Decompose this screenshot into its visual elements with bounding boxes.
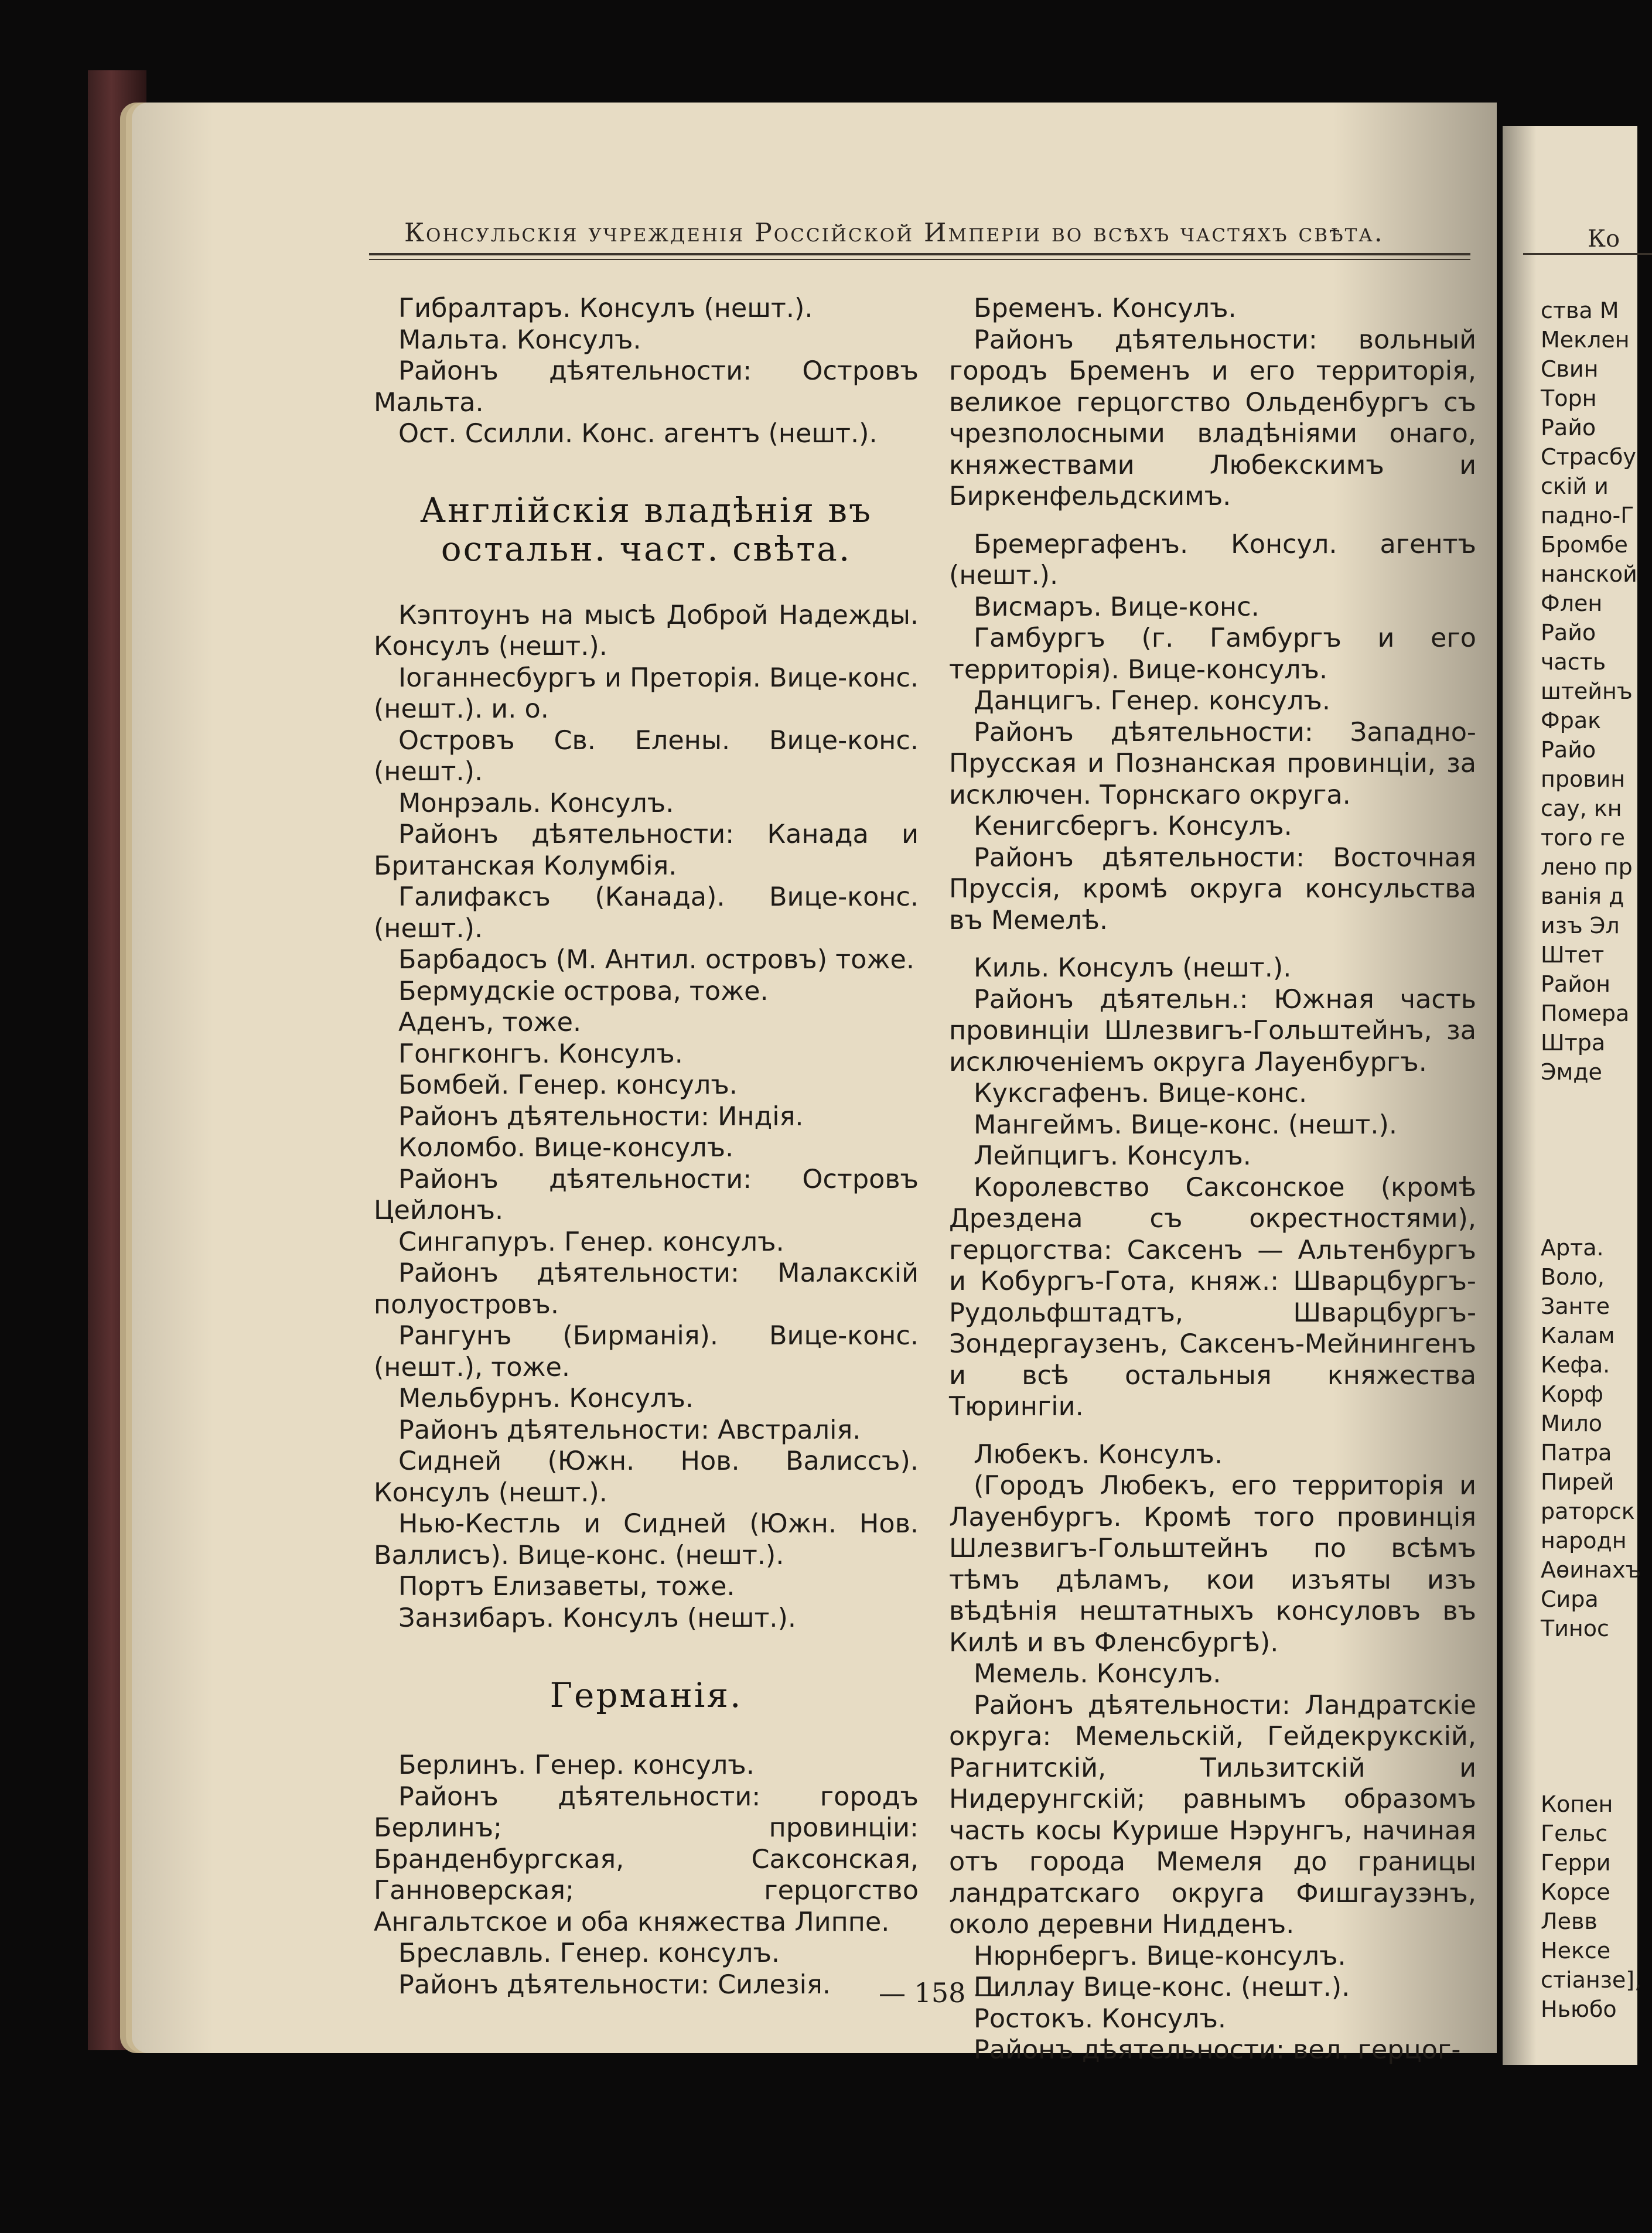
next-page-line: того ге: [1541, 825, 1626, 851]
entry-line: (Городъ Любекъ, его территорія и Лауенбургъ. Кромѣ того провинція Шлезвигъ-Гольштейнъ по всѣмъ тѣмъ дѣламъ, кои изъяты изъ вѣдѣнія нештатныхъ консуловъ въ Килѣ и въ Фленсбургѣ).: [949, 1471, 1476, 1658]
entry-line: Берлинъ. Генер. консулъ.: [398, 1750, 755, 1780]
next-page-line: часть: [1541, 649, 1606, 675]
next-page-line: скій и: [1541, 473, 1609, 499]
next-page-line: лено пр: [1541, 854, 1633, 880]
entry-line: Іоганнесбургъ и Преторія. Вице-конс. (нешт.). и. о.: [374, 663, 919, 724]
next-page-line: Штет: [1541, 942, 1605, 968]
entry-line: Портъ Елизаветы, тоже.: [398, 1572, 735, 1602]
next-page-line: Район: [1541, 971, 1610, 997]
entry-line: Гибралтаръ. Консулъ (нешт.).: [398, 293, 813, 323]
next-page-line: Копен: [1541, 1791, 1613, 1817]
entry-line: Районъ дѣятельности: вел. герцог-: [974, 2035, 1461, 2065]
next-page-line: Калам: [1541, 1323, 1615, 1348]
next-page-line: Герри: [1541, 1850, 1611, 1876]
entry-line: Куксгафенъ. Вице-конс.: [974, 1078, 1308, 1108]
entry-line: Сингапуръ. Генер. консулъ.: [398, 1227, 784, 1257]
entry-line: Районъ дѣятельности: Островъ Мальта.: [374, 356, 919, 418]
entry-line: Районъ дѣятельности: Силезія.: [398, 1969, 831, 2000]
next-page-line: Нексе: [1541, 1938, 1611, 1964]
next-page-line: Корф: [1541, 1381, 1603, 1407]
next-page-line: Райо: [1541, 737, 1596, 763]
entry-line: Лейпцигъ. Консулъ.: [974, 1141, 1251, 1171]
next-page-line: сау, кн: [1541, 795, 1622, 821]
entry-line: Районъ дѣятельности: городъ Берлинъ; провинціи: Бранденбургская, Саксонская, Ганноверская; герцогство Ангальтское и оба княжества Липпе.: [374, 1781, 919, 1937]
entry-line: Бреславль. Генер. консулъ.: [398, 1938, 780, 1968]
next-page-line: раторск: [1541, 1498, 1635, 1524]
header-rule-thin: [369, 259, 1470, 260]
next-page-line: падно-Г: [1541, 503, 1634, 528]
entry-line: Бремергафенъ. Консул. агентъ (нешт.).: [949, 529, 1476, 590]
left-column: [374, 293, 919, 2000]
header-rule: [369, 253, 1470, 255]
section-title-english-possessions: Англійскія владѣнія въ остальн. част. свѣта.: [420, 490, 872, 569]
next-page-line: Меклен: [1541, 327, 1630, 353]
next-page-line: Торн: [1541, 385, 1597, 411]
entry-line: Рангунъ (Бирманія). Вице-конс. (нешт.), тоже.: [374, 1321, 919, 1382]
entry-line: Бременъ. Консулъ.: [974, 293, 1237, 323]
next-page-line: Воло,: [1541, 1264, 1605, 1290]
section-title-germany: Германія.: [549, 1675, 743, 1715]
next-page-line: Гельс: [1541, 1821, 1608, 1846]
next-page-line: Мило: [1541, 1411, 1603, 1436]
next-page-line: народн: [1541, 1528, 1627, 1553]
entry-line: Нью-Кестль и Сидней (Южн. Нов. Валлисъ). Вице-конс. (нешт.).: [374, 1509, 919, 1570]
entry-line: Кенигсбергъ. Консулъ.: [974, 811, 1292, 841]
next-page-line: Аѳинахъ: [1541, 1557, 1641, 1583]
page-number: — 158 —: [879, 1977, 1002, 2009]
entry-line: Районъ дѣятельн.: Южная часть провинціи Шлезвигъ-Гольштейнъ, за исключеніемъ округа Лауенбургъ.: [949, 984, 1476, 1077]
next-page-line: Свин: [1541, 356, 1599, 382]
entry-line: Висмаръ. Вице-конс.: [974, 592, 1260, 622]
next-page-line: Страсбу: [1541, 444, 1636, 470]
entry-line: Ростокъ. Консулъ.: [974, 2003, 1227, 2034]
next-page-header: Ко: [1588, 226, 1620, 252]
entry-line: Мальта. Консулъ.: [398, 325, 641, 355]
entry-line: Киль. Консулъ (нешт.).: [974, 953, 1292, 983]
entry-line: Районъ дѣятельности: Индія.: [398, 1101, 804, 1132]
entry-line: Бомбей. Генер. консулъ.: [398, 1070, 738, 1100]
entry-line: Сидней (Южн. Нов. Валиссъ). Консулъ (нешт.).: [374, 1446, 919, 1508]
entry-line: Пиллау Вице-конс. (нешт.).: [974, 1972, 1350, 2002]
next-page-line: стіанзе],: [1541, 1967, 1642, 1993]
entry-line: Барбадосъ (М. Антил. островъ) тоже.: [398, 945, 914, 975]
next-page-line: штейнъ: [1541, 678, 1633, 704]
entry-line: Мемель. Консулъ.: [974, 1659, 1221, 1689]
entry-line: Королевство Саксонское (кромѣ Дрездена съ окрестностями), герцогства: Саксенъ — Альтенбургъ и Кобургъ-Гота, княж.: Шварцбургъ-Рудольфштадтъ, Шварцбургъ-Зондергаузенъ, Саксенъ-Мейнингенъ и всѣ остальныя княжества Тюрингіи.: [949, 1172, 1476, 1422]
entry-line: Любекъ. Консулъ.: [974, 1439, 1223, 1470]
next-page-text: [1541, 296, 1640, 2024]
entry-line: Данцигъ. Генер. консулъ.: [974, 686, 1331, 716]
next-page-line: Помера: [1541, 1001, 1630, 1026]
entry-line: Районъ дѣятельности: Канада и Британская Колумбія.: [374, 820, 919, 881]
entry-line: Районъ дѣятельности: Западно-Прусская и Познанская провинціи, за исключен. Торнскаго округа.: [949, 717, 1476, 810]
next-page-line: Фрак: [1541, 708, 1602, 733]
next-page-line: Тинос: [1541, 1616, 1609, 1641]
entry-line: Мельбурнъ. Консулъ.: [398, 1384, 694, 1413]
entry-line: Мангеймъ. Вице-конс. (нешт.).: [974, 1109, 1397, 1140]
entry-line: Районъ дѣятельности: Ландратскіе округа: Мемельскій, Гейдекрукскій, Рагнитскій, Тильзитскій и Нидерунгскій; равнымъ образомъ часть косы Курише Нэрунгъ, начиная отъ города Мемеля до границы ландратскаго округа Фишгаузэнъ, около деревни Нидденъ.: [949, 1690, 1476, 1940]
next-page-line: Флен: [1541, 590, 1603, 616]
next-page-line: Арта.: [1541, 1235, 1604, 1261]
next-page-line: Эмде: [1541, 1059, 1602, 1085]
entry-line: Коломбо. Вице-консулъ.: [398, 1133, 734, 1163]
next-page-line: Кефа.: [1541, 1352, 1610, 1378]
next-page-line: Корсе: [1541, 1879, 1610, 1905]
entry-line: Галифаксъ (Канада). Вице-конс. (нешт.).: [374, 882, 919, 944]
next-page-line: Патра: [1541, 1440, 1612, 1466]
entry-line: Ост. Ссилли. Конс. агентъ (нешт.).: [398, 419, 878, 449]
next-page-line: Бромбе: [1541, 532, 1628, 558]
entry-line: Аденъ, тоже.: [398, 1008, 582, 1037]
next-page-line: изъ Эл: [1541, 913, 1620, 938]
entry-line: Районъ дѣятельности: Австралія.: [398, 1415, 861, 1445]
next-page-line: Сира: [1541, 1586, 1599, 1612]
next-page-line: ванія д: [1541, 883, 1624, 909]
running-header: Консульскія учрежденія Россійской Имперіи во всѣхъ частяхъ свѣта.: [404, 218, 1384, 248]
next-page-line: нанской: [1541, 561, 1637, 587]
next-page-rule: [1523, 253, 1652, 255]
entry-line: Районъ дѣятельности: вольный городъ Бременъ и его территорія, великое герцогство Ольденбургъ съ чрезполосными владѣніями онаго, княжествами Любекскимъ и Биркенфельдскимъ.: [949, 325, 1476, 511]
entry-line: Районъ дѣятельности: Восточная Пруссія, кромѣ округа консульства въ Мемелѣ.: [949, 842, 1476, 935]
next-page-line: Ньюбо: [1541, 1996, 1617, 2022]
entry-line: Островъ Св. Елены. Вице-конс. (нешт.).: [374, 725, 919, 787]
entry-line: Гонгконгъ. Консулъ.: [398, 1039, 683, 1069]
next-page-line: Занте: [1541, 1293, 1610, 1319]
entry-line: Занзибаръ. Консулъ (нешт.).: [398, 1603, 797, 1633]
next-page-line: Левв: [1541, 1908, 1598, 1934]
entry-line: Районъ дѣятельности: Островъ Цейлонъ.: [374, 1164, 919, 1225]
entry-line: Гамбургъ (г. Гамбургъ и его территорія). Вице-консулъ.: [949, 623, 1476, 685]
next-page-line: ства М: [1541, 298, 1619, 323]
entry-line: Монрэаль. Консулъ.: [398, 788, 674, 818]
entry-line: Районъ дѣятельности: Малакскій полуостровъ.: [374, 1258, 919, 1320]
right-column: [949, 293, 1476, 2066]
next-page-line: Райо: [1541, 620, 1596, 646]
next-page-line: провин: [1541, 766, 1626, 792]
entry-line: Нюрнбергъ. Вице-консулъ.: [974, 1941, 1346, 1971]
next-page-line: Райо: [1541, 415, 1596, 441]
entry-line: Бермудскіе острова, тоже.: [398, 976, 769, 1006]
next-page-line: Пирей: [1541, 1469, 1615, 1495]
entry-line: Кэптоунъ на мысѣ Доброй Надежды. Консулъ (нешт.).: [374, 600, 919, 661]
next-page-line: Штра: [1541, 1030, 1606, 1056]
